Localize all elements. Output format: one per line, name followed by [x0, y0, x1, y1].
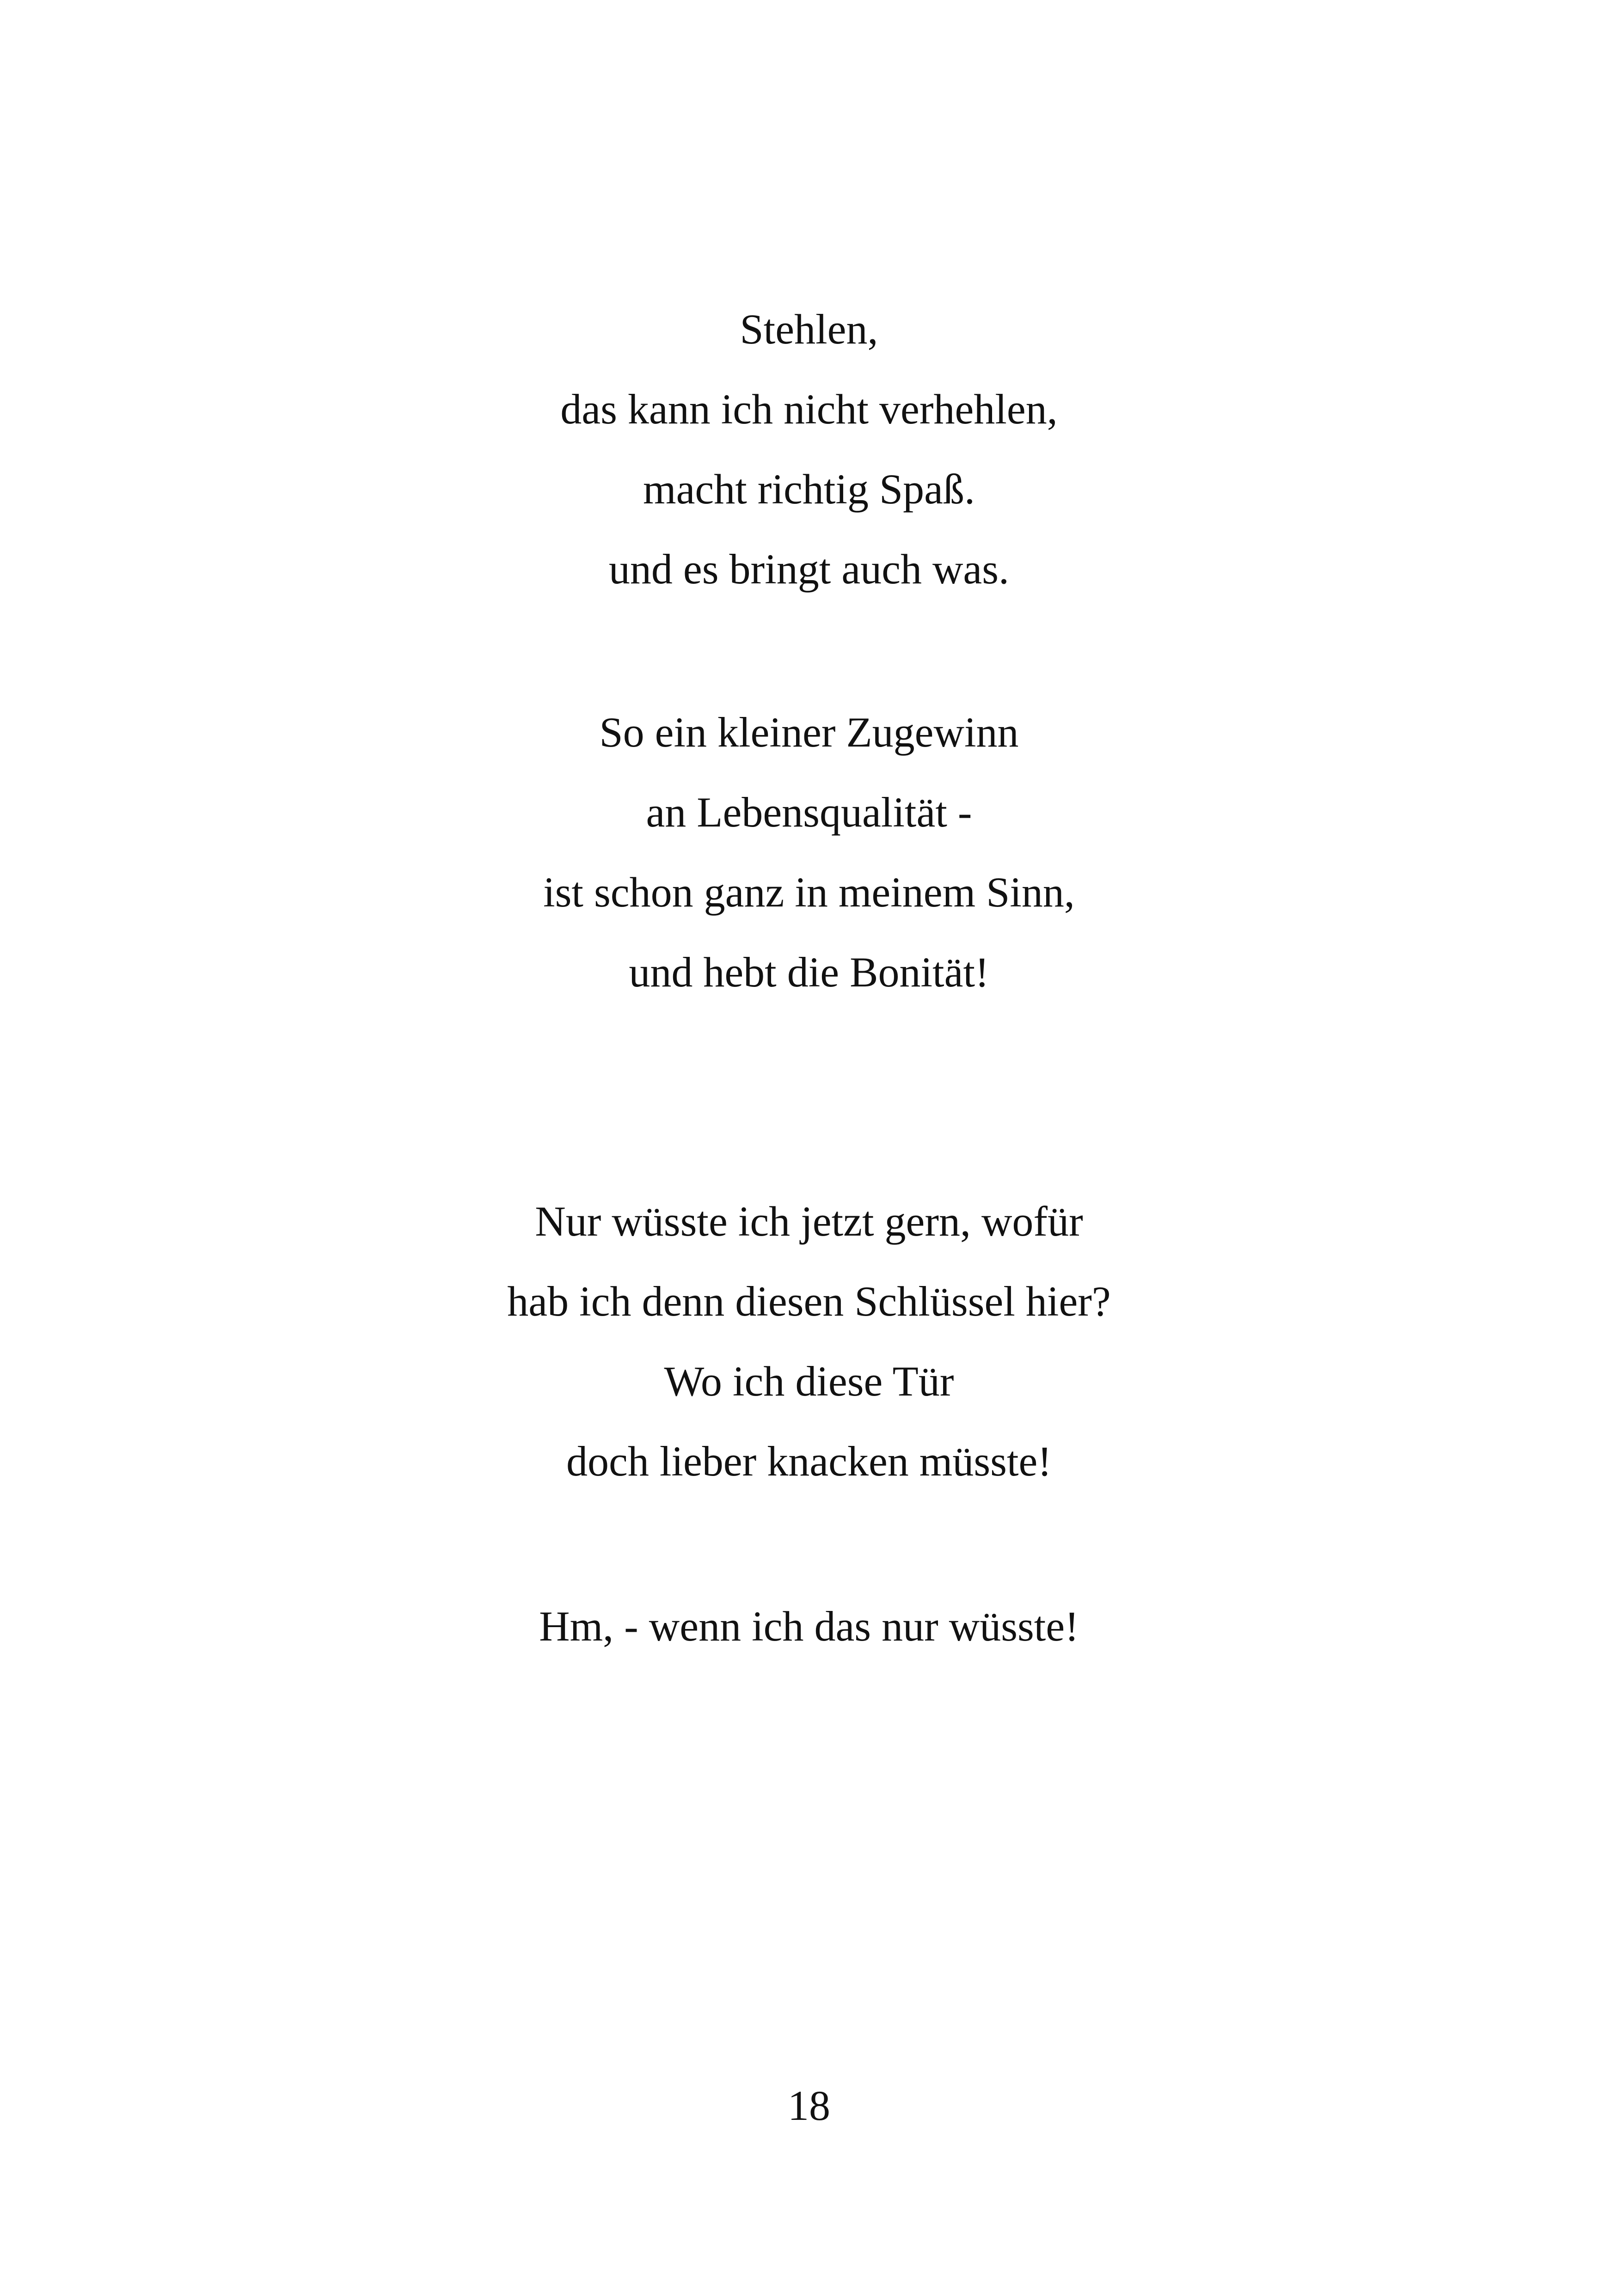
poem-line: ist schon ganz in meinem Sinn, [543, 869, 1075, 916]
poem-line: macht richtig Spaß. [643, 465, 975, 513]
poem-line: So ein kleiner Zugewinn [599, 709, 1019, 756]
poem-line: an Lebensqualität - [646, 789, 972, 836]
poem-line: Nur wüsste ich jetzt gern, wofür [535, 1198, 1083, 1245]
poem-line: und es bringt auch was. [608, 545, 1010, 593]
poem-line: und hebt die Bonität! [629, 949, 989, 996]
poem-line: das kann ich nicht verhehlen, [560, 386, 1058, 433]
poem-line: Hm, - wenn ich das nur wüsste! [539, 1603, 1079, 1650]
stanza-1 [0, 289, 1618, 609]
poem-line: doch lieber knacken müsste! [566, 1438, 1052, 1485]
stanza-3 [0, 1182, 1618, 1501]
poem-line: Wo ich diese Tür [664, 1358, 954, 1405]
stanza-4 [0, 1586, 1618, 1666]
stanza-2 [0, 692, 1618, 1012]
poem-line: Stehlen, [740, 306, 878, 353]
poem-line: hab ich denn diesen Schlüssel hier? [507, 1278, 1111, 1325]
page-number: 18 [788, 2082, 830, 2129]
